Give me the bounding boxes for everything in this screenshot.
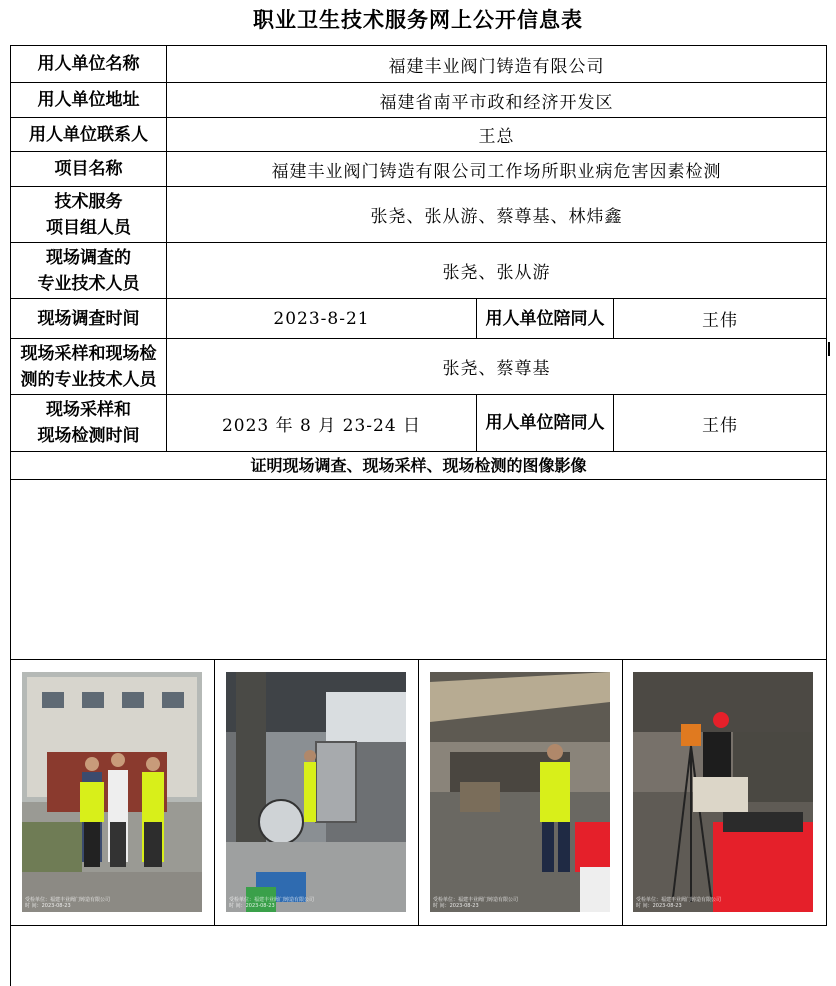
team-members-value: 张尧、张从游、蔡尊基、林炜鑫 <box>370 207 623 227</box>
photo-4-watermark: 受检单位：福建丰业阀门铸造有限公司 时 间：2023-08-23 <box>636 897 722 909</box>
photo-workshop-tripod <box>633 672 813 912</box>
employer-name-value: 福建丰业阀门铸造有限公司 <box>388 56 605 77</box>
survey-staff-value: 张尧、张从游 <box>442 263 551 283</box>
photo-3-watermark: 受检单位：福建丰业阀门铸造有限公司 时 间：2023-08-23 <box>433 897 519 909</box>
sampling-staff-label-line2: 测的专业技术人员 <box>20 369 157 390</box>
photo-2-watermark: 受检单位：福建丰业阀门铸造有限公司 时 间：2023-08-23 <box>229 897 315 909</box>
project-name-label: 项目名称 <box>54 159 123 179</box>
photo-workshop-inspector <box>430 672 610 912</box>
images-section-header: 证明现场调查、现场采样、现场检测的图像影像 <box>250 455 587 475</box>
document-title: 职业卫生技术服务网上公开信息表 <box>253 8 583 32</box>
employer-contact-value: 王总 <box>478 127 515 147</box>
survey-companion-label: 用人单位陪同人 <box>485 308 605 329</box>
employer-name-label: 用人单位名称 <box>37 54 140 74</box>
photo-1-watermark: 受检单位：福建丰业阀门铸造有限公司 时 间：2023-08-23 <box>25 897 111 909</box>
sampling-time-value: 2023 年 8 月 23-24 日 <box>221 415 422 436</box>
sampling-staff-label-line1: 现场采样和现场检 <box>20 343 157 364</box>
text-cursor <box>828 342 830 356</box>
photo-workshop-sampler <box>226 672 406 912</box>
sampling-time-label-line1: 现场采样和 <box>46 400 131 420</box>
employer-address-value: 福建省南平市政和经济开发区 <box>379 92 614 113</box>
survey-time-value: 2023-8-21 <box>273 308 370 329</box>
sampling-companion-value: 王伟 <box>702 415 738 436</box>
employer-address-label: 用人单位地址 <box>37 90 140 110</box>
sampling-time-label <box>11 395 166 451</box>
sampling-staff-value: 张尧、蔡尊基 <box>442 359 551 379</box>
photo-gate-team <box>22 672 202 912</box>
sampling-staff-label <box>11 339 166 394</box>
team-members-label-line2: 项目组人员 <box>46 217 131 238</box>
project-name-value: 福建丰业阀门铸造有限公司工作场所职业病危害因素检测 <box>271 161 722 182</box>
team-members-label <box>11 187 166 242</box>
survey-companion-value: 王伟 <box>702 311 738 331</box>
sampling-time-label-line2: 现场检测时间 <box>37 426 140 446</box>
sampling-companion-label: 用人单位陪同人 <box>485 413 605 433</box>
team-members-label-line1: 技术服务 <box>54 191 123 212</box>
survey-staff-label-line2: 专业技术人员 <box>37 273 140 294</box>
survey-time-label: 现场调查时间 <box>37 308 140 329</box>
employer-contact-label: 用人单位联系人 <box>29 124 148 145</box>
survey-staff-label-line1: 现场调查的 <box>46 247 131 268</box>
survey-staff-label <box>11 243 166 298</box>
